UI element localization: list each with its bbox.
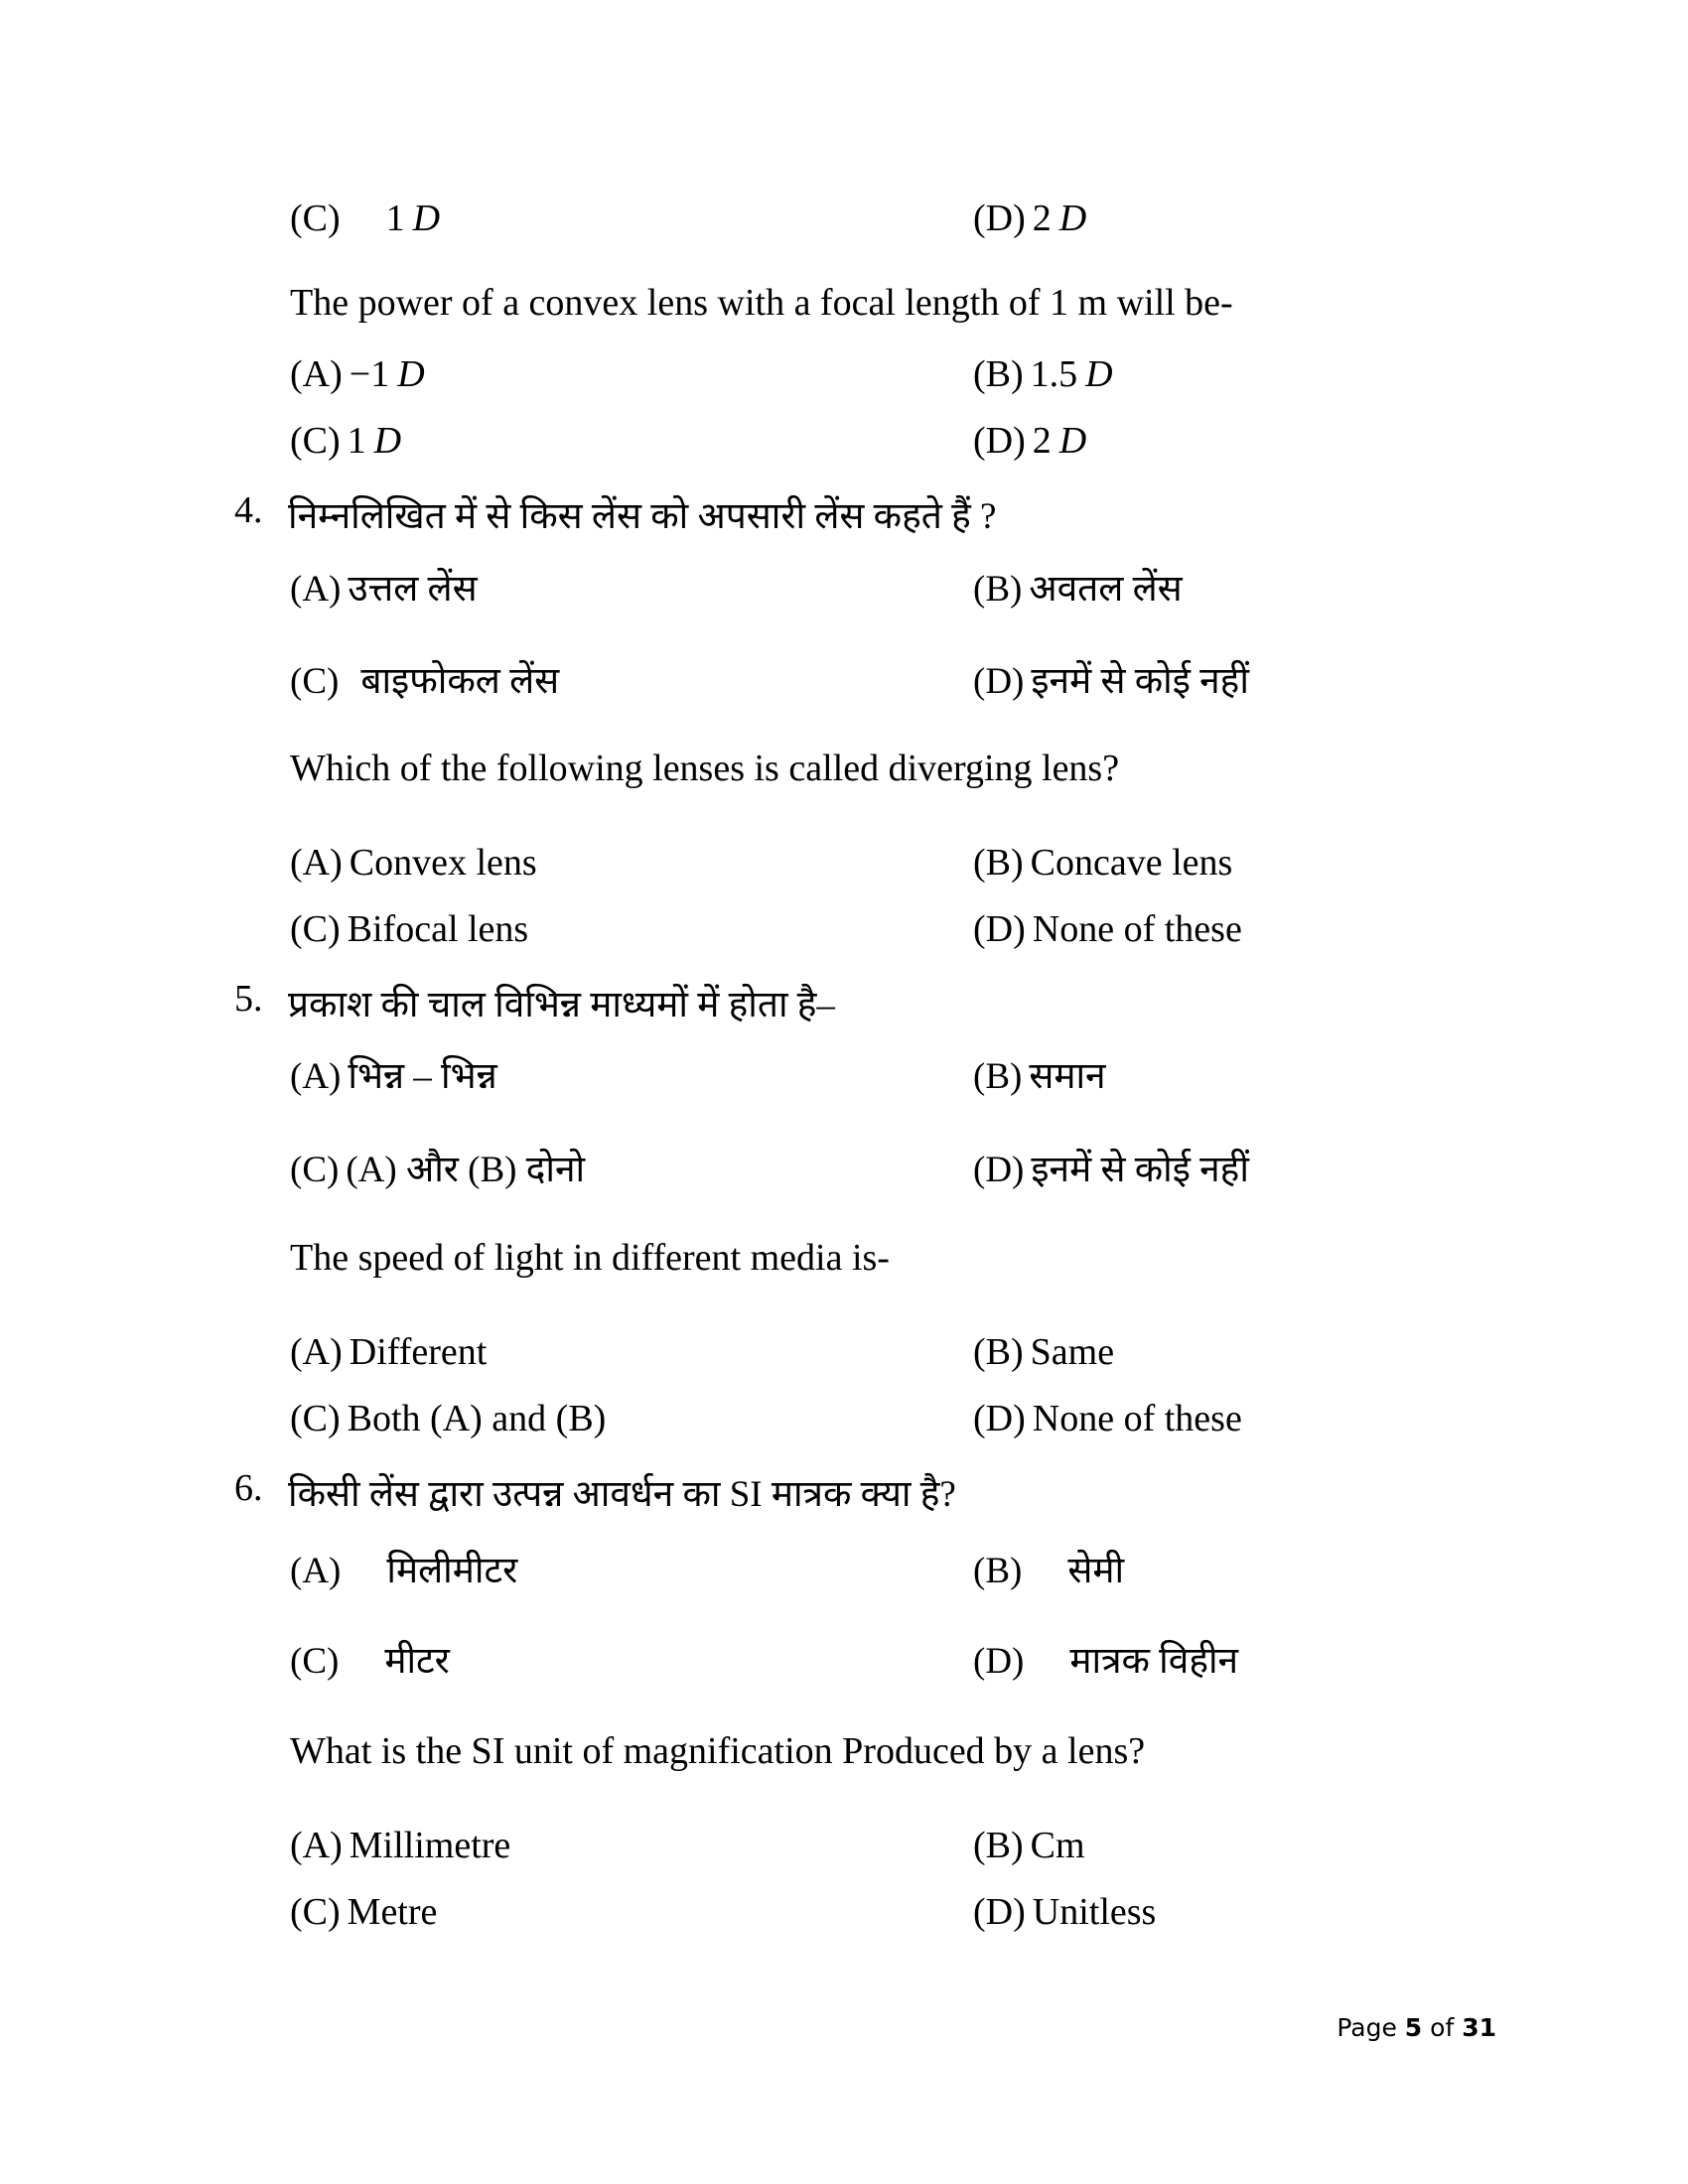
option-text: 1 [385, 198, 405, 239]
footer-prefix: Page [1336, 2013, 1405, 2042]
option-text: (A) और (B) दोनो [346, 1150, 586, 1190]
option-label: (C) [290, 1891, 341, 1933]
option-label: (B) [973, 842, 1024, 884]
footer-total-pages: 31 [1462, 2013, 1496, 2042]
option-label: (C) [290, 420, 341, 462]
option-text: इनमें से कोई नहीं [1031, 1150, 1249, 1190]
option-row-q6-hi-b [973, 1543, 1124, 1593]
option-row-q4-en-a [290, 841, 537, 885]
option-row-q3tail-d [973, 197, 1086, 240]
option-row-q6-en-c [290, 1890, 437, 1934]
option-label: (A) [290, 1551, 342, 1591]
option-row-q4-hi-c [290, 653, 559, 704]
option-label: (A) [290, 1056, 342, 1097]
option-label: (B) [973, 1551, 1023, 1591]
question-stem-hindi-q4: निम्नलिखित में से किस लेंस को अपसारी लेंस कहते हैं ? [288, 496, 997, 537]
option-text: उत्तल लेंस [348, 569, 478, 610]
option-label: (B) [973, 1331, 1024, 1373]
option-text: बाइफोकल लेंस [360, 661, 560, 702]
option-row-q5-hi-d [973, 1142, 1249, 1192]
option-label: (D) [973, 1398, 1026, 1439]
option-text: Convex lens [349, 842, 537, 884]
option-label: (C) [290, 198, 341, 239]
option-label: (C) [290, 1641, 340, 1682]
option-row-q5-hi-c [290, 1142, 585, 1192]
option-row-q4-hi-b [973, 561, 1183, 612]
option-text: None of these [1032, 908, 1242, 950]
option-text: Concave lens [1030, 842, 1233, 884]
footer-middle: of [1422, 2013, 1463, 2042]
option-text: None of these [1032, 1398, 1242, 1439]
option-row-q3tail-c [290, 197, 440, 240]
option-text: Metre [347, 1891, 438, 1933]
option-label: (D) [973, 198, 1026, 239]
option-row-q3-a [290, 352, 425, 396]
option-text: Unitless [1032, 1891, 1157, 1933]
option-text: मात्रक विहीन [1069, 1641, 1239, 1682]
option-row-q4-en-d [973, 907, 1242, 951]
option-row-q4-hi-d [973, 653, 1249, 704]
option-row-q5-en-a [290, 1330, 487, 1374]
option-label: (C) [290, 1150, 340, 1190]
option-unit: D [397, 353, 425, 395]
option-row-q6-hi-d [973, 1633, 1238, 1684]
option-label: (A) [290, 1825, 343, 1866]
option-text: भिन्न – भिन्न [348, 1056, 497, 1097]
option-label: (A) [290, 842, 343, 884]
option-unit: D [373, 420, 402, 462]
option-label: (D) [973, 1641, 1025, 1682]
option-text: Millimetre [349, 1825, 511, 1866]
option-label: (B) [973, 1056, 1023, 1097]
option-label: (D) [973, 661, 1025, 702]
option-text: 1 [347, 420, 366, 462]
option-label: (A) [290, 353, 343, 395]
option-label: (B) [973, 353, 1024, 395]
option-text: −1 [349, 353, 390, 395]
option-text: मिलीमीटर [386, 1551, 518, 1591]
option-text: 1.5 [1030, 353, 1078, 395]
option-label: (B) [973, 1825, 1024, 1866]
option-text: सेमी [1067, 1551, 1125, 1591]
option-text: Bifocal lens [347, 908, 529, 950]
option-label: (D) [973, 420, 1026, 462]
option-unit: D [1085, 353, 1113, 395]
option-label: (C) [290, 661, 340, 702]
question-number-6: 6. [234, 1467, 263, 1509]
page-footer [0, 2013, 1688, 2042]
option-label: (A) [290, 569, 342, 610]
option-text: अवतल लेंस [1029, 569, 1183, 610]
option-text: Both (A) and (B) [347, 1398, 607, 1439]
option-row-q5-en-c [290, 1397, 606, 1440]
option-label: (C) [290, 1398, 341, 1439]
option-label: (D) [973, 908, 1026, 950]
option-unit: D [1058, 198, 1087, 239]
option-text: समान [1029, 1056, 1106, 1097]
option-row-q4-hi-a [290, 561, 478, 612]
option-row-q6-hi-a [290, 1543, 517, 1593]
option-unit: D [1058, 420, 1087, 462]
question-stem-english-q6: What is the SI unit of magnification Produced by a lens? [290, 1730, 1146, 1772]
option-text: इनमें से कोई नहीं [1031, 661, 1249, 702]
option-row-q3-b [973, 352, 1113, 396]
option-row-q6-en-a [290, 1824, 510, 1867]
footer-current-page: 5 [1404, 2013, 1423, 2042]
question-stem-english-q3: The power of a convex lens with a focal length of 1 m will be- [290, 282, 1233, 324]
question-stem-english-q4: Which of the following lenses is called diverging lens? [290, 748, 1120, 789]
option-label: (D) [973, 1150, 1025, 1190]
option-row-q6-en-d [973, 1890, 1156, 1934]
option-label: (B) [973, 569, 1023, 610]
option-text: 2 [1032, 198, 1052, 239]
option-row-q5-hi-a [290, 1048, 497, 1099]
option-text: Same [1030, 1331, 1115, 1373]
option-row-q5-hi-b [973, 1048, 1106, 1099]
option-text: 2 [1032, 420, 1052, 462]
option-row-q6-hi-c [290, 1633, 450, 1684]
option-text: मीटर [384, 1641, 450, 1682]
option-text: Different [349, 1331, 488, 1373]
option-row-q3-c [290, 419, 401, 463]
option-row-q5-en-d [973, 1397, 1242, 1440]
option-label: (C) [290, 908, 341, 950]
question-stem-hindi-q6: किसी लेंस द्वारा उत्पन्न आवर्धन का SI मात्रक क्या है? [288, 1474, 956, 1515]
option-text: Cm [1030, 1825, 1085, 1866]
option-label: (D) [973, 1891, 1026, 1933]
option-row-q6-en-b [973, 1824, 1085, 1867]
option-row-q3-d [973, 419, 1086, 463]
option-row-q4-en-b [973, 841, 1232, 885]
question-stem-hindi-q5: प्रकाश की चाल विभिन्न माध्यमों में होता है– [288, 985, 835, 1025]
option-row-q4-en-c [290, 907, 528, 951]
question-number-5: 5. [234, 978, 263, 1020]
option-unit: D [412, 198, 441, 239]
option-label: (A) [290, 1331, 343, 1373]
option-row-q5-en-b [973, 1330, 1114, 1374]
question-stem-english-q5: The speed of light in different media is- [290, 1237, 890, 1279]
question-number-4: 4. [234, 489, 263, 531]
